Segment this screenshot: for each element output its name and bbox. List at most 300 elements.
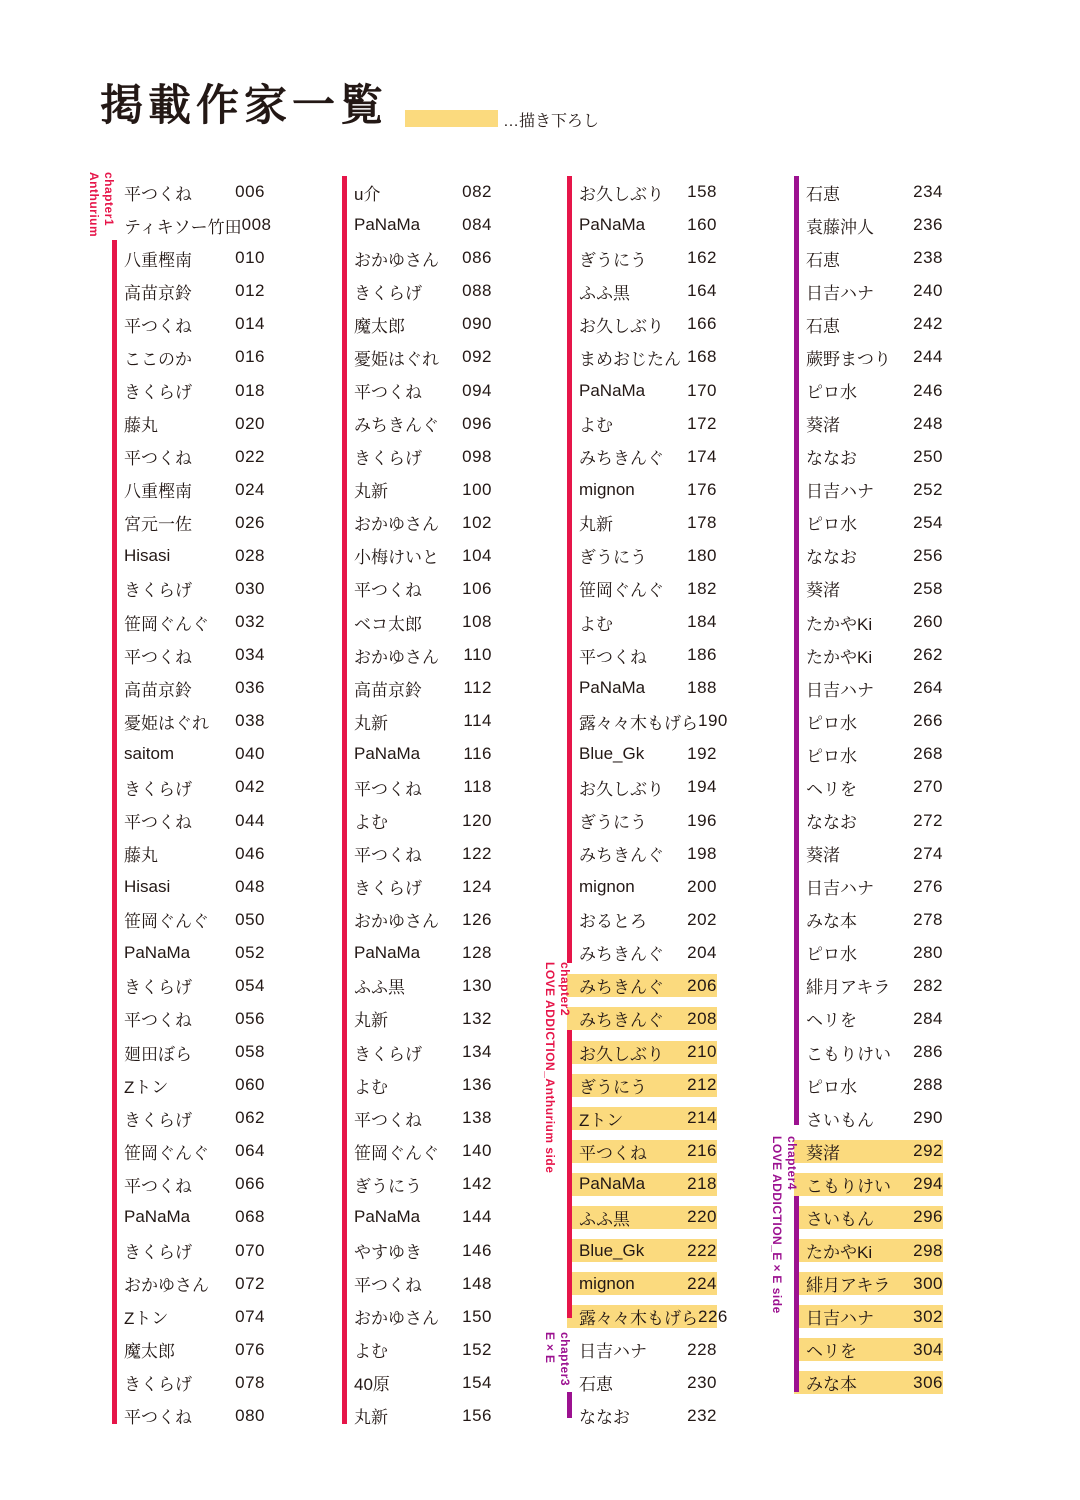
new-art-highlight — [794, 1140, 943, 1163]
artist-row — [794, 506, 943, 539]
artist-row — [567, 705, 728, 738]
artist-name: 袁藤沖人 — [806, 217, 874, 237]
artist-row — [342, 473, 492, 506]
highlight-legend-label: …描き下ろし — [503, 113, 600, 130]
artist-row — [342, 1002, 492, 1035]
artist-name: 平つくね — [124, 647, 192, 667]
row-band — [794, 1107, 943, 1130]
new-art-highlight — [567, 974, 717, 997]
page-number: 284 — [913, 1008, 943, 1028]
page-number: 150 — [462, 1306, 492, 1326]
artist-row — [112, 308, 265, 341]
chapter2-label — [542, 962, 572, 1173]
artist-row — [112, 672, 265, 705]
artist-name: お久しぶり — [579, 1044, 664, 1064]
artist-row — [342, 572, 492, 605]
page-number: 052 — [235, 942, 265, 962]
page-number: 022 — [235, 446, 265, 466]
artist-row — [342, 804, 492, 837]
new-art-highlight — [794, 1338, 943, 1361]
artist-name: おかゆさん — [354, 515, 439, 535]
artist-row — [342, 506, 492, 539]
page-number: 202 — [687, 909, 717, 929]
artist-name: PaNaMa — [124, 1207, 191, 1227]
artist-column-4 — [794, 176, 943, 1400]
chapter4-id: chapter4 — [785, 1136, 799, 1191]
artist-row — [794, 1135, 943, 1168]
row-band — [342, 445, 492, 468]
artist-row — [112, 738, 265, 771]
row-band — [112, 379, 265, 402]
artist-row — [342, 903, 492, 936]
row-band — [342, 280, 492, 303]
artist-row — [112, 1002, 265, 1035]
row-band — [112, 644, 265, 667]
row-band — [342, 1239, 492, 1262]
artist-name: 平つくね — [124, 813, 192, 833]
page-number: 176 — [687, 479, 717, 499]
artist-row — [112, 1201, 265, 1234]
page-number: 254 — [913, 512, 943, 532]
artist-row — [567, 1069, 717, 1102]
artist-name: 緋月アキラ — [806, 978, 891, 998]
artist-row — [794, 639, 943, 672]
artist-name: みちきんぐ — [579, 978, 664, 998]
row-band — [794, 875, 943, 898]
page-number: 268 — [913, 744, 943, 764]
artist-row — [567, 969, 717, 1002]
row-band — [794, 1041, 943, 1064]
artist-row — [112, 969, 265, 1002]
artist-name: ななお — [806, 813, 857, 833]
page-number: 036 — [235, 678, 265, 698]
page-number: 180 — [687, 545, 717, 565]
artist-name: ぎうにう — [354, 1176, 422, 1196]
artist-name: 丸新 — [354, 1408, 388, 1428]
artist-name: おかゆさん — [354, 912, 439, 932]
page-number: 104 — [462, 545, 492, 565]
artist-row — [794, 572, 943, 605]
artist-name: 石恵 — [806, 250, 840, 270]
artist-name: ななお — [579, 1408, 630, 1428]
artist-row — [567, 209, 717, 242]
artist-name: 平つくね — [579, 1143, 647, 1163]
artist-name: PaNaMa — [354, 1207, 421, 1227]
artist-name: 平つくね — [354, 383, 422, 402]
artist-row — [342, 969, 492, 1002]
row-band — [794, 181, 943, 204]
artist-name: ヘリを — [806, 1342, 857, 1362]
artist-name: みな本 — [806, 1375, 857, 1395]
page-number: 024 — [235, 479, 265, 499]
page-number: 076 — [235, 1339, 265, 1359]
artist-row — [112, 705, 265, 738]
new-art-highlight — [794, 1173, 943, 1196]
artist-name: 平つくね — [354, 1276, 422, 1296]
artist-name: 平つくね — [124, 316, 192, 336]
new-art-highlight — [794, 1239, 943, 1262]
artist-name: ななお — [806, 548, 857, 568]
chapter1-id: chapter1 — [102, 172, 116, 227]
row-band — [342, 743, 492, 766]
artist-row — [567, 242, 717, 275]
page-number: 178 — [687, 512, 717, 532]
row-band — [342, 842, 492, 865]
page-number: 006 — [235, 182, 265, 202]
row-band — [567, 181, 717, 204]
page-number: 272 — [913, 810, 943, 830]
artist-name: 平つくね — [354, 581, 422, 601]
page-number: 106 — [462, 578, 492, 598]
page-number: 122 — [462, 843, 492, 863]
artist-name: Zトン — [124, 1077, 169, 1097]
row-band — [794, 445, 943, 468]
row-band — [567, 1338, 717, 1361]
row-band — [112, 445, 265, 468]
artist-row — [567, 903, 717, 936]
row-band — [112, 1140, 265, 1163]
artist-row — [794, 705, 943, 738]
artist-row — [794, 606, 943, 639]
page-number: 246 — [913, 380, 943, 400]
artist-name: みちきんぐ — [579, 945, 664, 965]
page-number: 156 — [462, 1405, 492, 1425]
artist-row — [342, 341, 492, 374]
artist-name: ピロ水 — [806, 383, 857, 402]
page-number: 068 — [235, 1207, 265, 1227]
page-number: 172 — [687, 413, 717, 433]
chapter3-bar — [567, 1392, 572, 1418]
page-number: 170 — [687, 380, 717, 400]
artist-row — [794, 407, 943, 440]
page-number: 138 — [462, 1108, 492, 1128]
page-number: 146 — [462, 1240, 492, 1260]
artist-row — [342, 1267, 492, 1300]
artist-name: 魔太郎 — [124, 1342, 175, 1362]
row-band — [794, 247, 943, 270]
artist-row — [342, 209, 492, 242]
artist-row — [112, 936, 265, 969]
artist-name: 笹岡ぐんぐ — [354, 1143, 439, 1163]
page-number: 232 — [687, 1405, 717, 1425]
page-number: 116 — [463, 744, 492, 764]
artist-row — [567, 473, 717, 506]
artist-row — [112, 473, 265, 506]
page-number: 018 — [235, 380, 265, 400]
artist-name: 憂姫はぐれ — [354, 349, 439, 369]
artist-name: きくらげ — [124, 1375, 192, 1395]
artist-row — [112, 903, 265, 936]
page-number: 072 — [235, 1273, 265, 1293]
row-band — [567, 511, 717, 534]
row-band — [112, 875, 265, 898]
artist-row — [342, 308, 492, 341]
artist-row — [794, 539, 943, 572]
artist-name: 平つくね — [124, 1408, 192, 1428]
page-number: 292 — [913, 1141, 943, 1161]
page-number: 274 — [913, 843, 943, 863]
row-band — [567, 214, 717, 237]
row-band — [794, 478, 943, 501]
artist-name: きくらげ — [124, 978, 192, 998]
page-number: 302 — [913, 1306, 943, 1326]
row-band — [567, 280, 717, 303]
page-number: 144 — [462, 1207, 492, 1227]
artist-name: お久しぶり — [579, 316, 664, 336]
page-number: 238 — [913, 248, 943, 268]
artist-row — [567, 539, 717, 572]
artist-name: 石恵 — [806, 316, 840, 336]
row-band — [794, 908, 943, 931]
artist-name: 丸新 — [354, 1011, 388, 1031]
row-band — [567, 478, 717, 501]
artist-name: よむ — [354, 1342, 388, 1362]
page-number: 204 — [687, 942, 717, 962]
page-number: 298 — [913, 1240, 943, 1260]
page-number: 074 — [235, 1306, 265, 1326]
page-number: 290 — [913, 1108, 943, 1128]
artist-row — [112, 440, 265, 473]
row-band — [567, 313, 717, 336]
page-number: 164 — [687, 281, 717, 301]
artist-row — [794, 870, 943, 903]
artist-name: ななお — [806, 449, 857, 469]
artist-name: ふふ黒 — [354, 978, 405, 998]
artist-row — [342, 1234, 492, 1267]
page-number: 086 — [462, 248, 492, 268]
artist-row — [794, 804, 943, 837]
row-band — [112, 809, 265, 832]
artist-row — [342, 1399, 492, 1432]
page-number: 016 — [235, 347, 265, 367]
page-number: 148 — [462, 1273, 492, 1293]
artist-row — [342, 440, 492, 473]
artist-name: 笹岡ぐんぐ — [124, 614, 209, 634]
artist-row — [112, 572, 265, 605]
artist-row — [794, 440, 943, 473]
row-band — [112, 1305, 265, 1328]
page-number: 182 — [687, 578, 717, 598]
page-number: 300 — [913, 1273, 943, 1293]
chapter3-name: E×E — [543, 1332, 557, 1364]
artist-name: 石恵 — [579, 1375, 613, 1395]
artist-row — [567, 738, 717, 771]
artist-row — [794, 1168, 943, 1201]
artist-name: ぎうにう — [579, 548, 647, 568]
artist-row — [342, 705, 492, 738]
row-band — [112, 181, 265, 204]
artist-name: 露々々木もげら — [579, 713, 698, 733]
artist-name: mignon — [579, 1273, 635, 1293]
page-number: 078 — [235, 1372, 265, 1392]
artist-row — [567, 1366, 717, 1399]
artist-row — [112, 341, 265, 374]
artist-row — [112, 176, 265, 209]
artist-row — [794, 308, 943, 341]
artist-name: 笹岡ぐんぐ — [124, 912, 209, 932]
row-band — [342, 1007, 492, 1030]
artist-row — [342, 242, 492, 275]
artist-name: お久しぶり — [579, 779, 664, 799]
row-band — [342, 313, 492, 336]
page-number: 236 — [913, 215, 943, 235]
row-band — [342, 1173, 492, 1196]
artist-row — [794, 903, 943, 936]
row-band — [112, 842, 265, 865]
row-band — [342, 1404, 492, 1427]
row-band — [567, 544, 717, 567]
artist-name: 平つくね — [354, 1110, 422, 1130]
row-band — [567, 379, 717, 402]
artist-row — [794, 969, 943, 1002]
artist-name: u介 — [354, 184, 381, 204]
artist-row — [567, 1300, 728, 1333]
artist-name: 蕨野まつり — [806, 349, 891, 369]
page-number: 168 — [687, 347, 717, 367]
page-number: 256 — [913, 545, 943, 565]
artist-name: きくらげ — [124, 581, 192, 601]
row-band — [794, 1074, 943, 1097]
artist-row — [567, 374, 717, 407]
artist-row — [794, 1333, 943, 1366]
artist-name: PaNaMa — [354, 215, 421, 235]
page-number: 262 — [913, 645, 943, 665]
row-band — [112, 974, 265, 997]
page-number: 278 — [913, 909, 943, 929]
page-number: 250 — [913, 446, 943, 466]
page-number: 094 — [462, 380, 492, 400]
artist-row — [567, 639, 717, 672]
artist-row — [112, 374, 265, 407]
page-number: 214 — [687, 1108, 717, 1128]
row-band — [794, 677, 943, 700]
artist-name: ピロ水 — [806, 713, 857, 733]
new-art-highlight — [794, 1272, 943, 1295]
artist-name: 宮元一佐 — [124, 515, 192, 535]
artist-row — [794, 374, 943, 407]
artist-row — [794, 242, 943, 275]
artist-row — [112, 506, 265, 539]
artist-row — [794, 473, 943, 506]
artist-name: PaNaMa — [579, 215, 646, 235]
chapter3-label — [542, 1332, 572, 1386]
page-number: 050 — [235, 909, 265, 929]
artist-row — [567, 1399, 717, 1432]
page-number: 032 — [235, 612, 265, 632]
row-band — [112, 1404, 265, 1427]
row-band — [794, 941, 943, 964]
artist-name: ヘリを — [806, 779, 857, 799]
artist-name: Hisasi — [124, 876, 171, 896]
artist-name: 丸新 — [354, 482, 388, 502]
page-number: 044 — [235, 810, 265, 830]
page-number: 090 — [462, 314, 492, 334]
row-band — [342, 412, 492, 435]
new-art-highlight — [567, 1041, 717, 1064]
artist-row — [567, 308, 717, 341]
artist-name: まめおじたん — [579, 349, 681, 369]
artist-name: 八重樫南 — [124, 250, 192, 270]
row-band — [112, 776, 265, 799]
artist-name: 露々々木もげら — [579, 1309, 698, 1329]
chapter1-name: Anthurium — [87, 172, 101, 238]
artist-row — [567, 771, 717, 804]
artist-name: よむ — [579, 614, 613, 634]
artist-row — [112, 1102, 265, 1135]
row-band — [112, 280, 265, 303]
artist-name: こもりけい — [806, 1044, 891, 1064]
artist-name: 平つくね — [354, 846, 422, 866]
artist-row — [342, 1366, 492, 1399]
row-band — [567, 677, 717, 700]
row-band — [342, 611, 492, 634]
artist-row — [794, 1366, 943, 1399]
page-number: 226 — [698, 1306, 728, 1326]
artist-name: ピロ水 — [806, 746, 857, 766]
artist-row — [342, 374, 492, 407]
artist-name: 八重樫南 — [124, 482, 192, 502]
artist-name: 日吉ハナ — [806, 283, 874, 303]
artist-name: Hisasi — [124, 545, 171, 565]
artist-row — [567, 1002, 717, 1035]
row-band — [794, 611, 943, 634]
row-band — [794, 577, 943, 600]
artist-row — [567, 606, 717, 639]
page-number: 270 — [913, 777, 943, 797]
artist-row — [342, 837, 492, 870]
page-number: 216 — [687, 1141, 717, 1161]
row-band — [567, 809, 717, 832]
artist-name: 葵渚 — [806, 416, 840, 436]
page-number: 060 — [235, 1075, 265, 1095]
artist-name: 日吉ハナ — [806, 1309, 874, 1329]
artist-row — [794, 1102, 943, 1135]
page-number: 196 — [687, 810, 717, 830]
artist-name: 藤丸 — [124, 416, 158, 436]
page-number: 188 — [687, 678, 717, 698]
chapter3-id: chapter3 — [558, 1332, 572, 1387]
row-band — [112, 247, 265, 270]
page-number: 228 — [687, 1339, 717, 1359]
row-band — [794, 412, 943, 435]
artist-name: たかやKi — [806, 1243, 873, 1263]
artist-row — [112, 1069, 265, 1102]
artist-name: ぎうにう — [579, 1077, 647, 1097]
artist-name: 平つくね — [579, 647, 647, 667]
artist-name: こもりけい — [806, 1176, 891, 1196]
row-band — [112, 511, 265, 534]
page-number: 062 — [235, 1108, 265, 1128]
artist-name: Blue_Gk — [579, 1240, 645, 1260]
row-band — [567, 941, 717, 964]
page-number: 100 — [462, 479, 492, 499]
chapter1-bar-column2 — [342, 176, 347, 1424]
artist-name: 日吉ハナ — [806, 680, 874, 700]
new-art-highlight — [567, 1173, 717, 1196]
row-band — [342, 478, 492, 501]
row-band — [342, 1074, 492, 1097]
artist-row — [567, 341, 717, 374]
chapter2-id: chapter2 — [558, 962, 572, 1017]
page-title: 掲載作家一覧 — [100, 82, 388, 130]
row-band — [567, 776, 717, 799]
chapter4-label — [769, 1136, 799, 1314]
page-number: 252 — [913, 479, 943, 499]
page-number: 304 — [913, 1339, 943, 1359]
artist-row — [567, 1234, 717, 1267]
page-number: 008 — [241, 215, 272, 235]
artist-row — [794, 1036, 943, 1069]
